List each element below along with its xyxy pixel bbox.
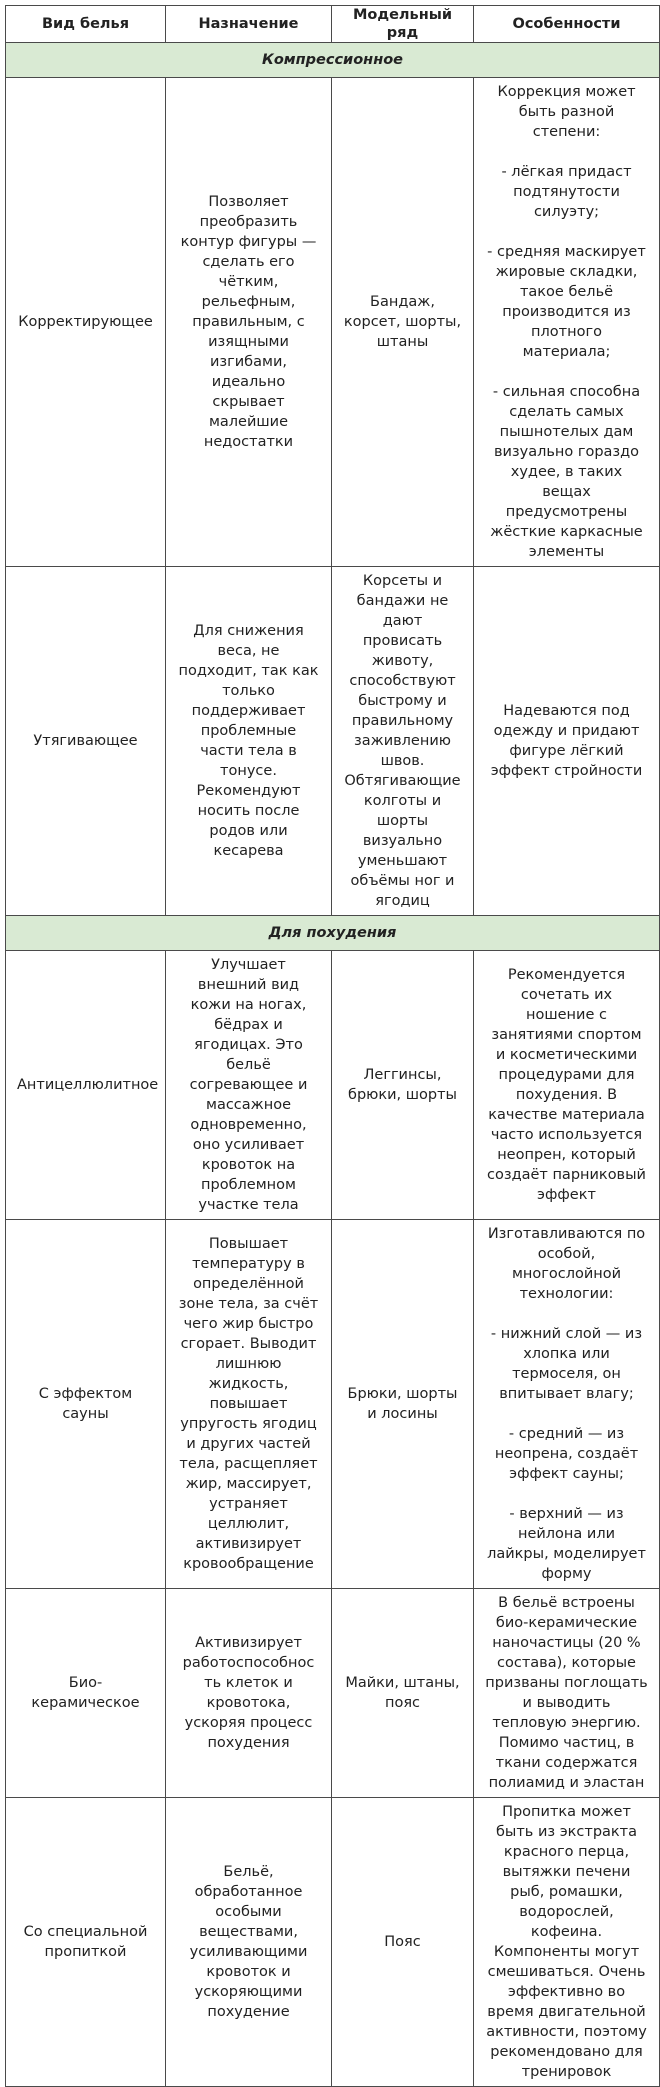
table-row <box>6 1589 660 1798</box>
cell-type: С эффектом сауны <box>6 1220 166 1589</box>
underwear-comparison-table <box>5 5 660 2087</box>
section-row-compression <box>6 43 660 78</box>
cell-features: Рекомендуется сочетать их ношение с занятиями спортом и косметическими процедурами для похудения. В качестве материала часто используется неопрен, который создаёт парниковый эффект <box>474 951 660 1220</box>
header-purpose: Назначение <box>166 6 332 43</box>
cell-models: Майки, штаны, пояс <box>332 1589 474 1798</box>
table-row <box>6 951 660 1220</box>
section-title: Компрессионное <box>6 43 660 78</box>
cell-type: Со специальной пропиткой <box>6 1798 166 2087</box>
cell-purpose: Бельё, обработанное особыми веществами, усиливающими кровоток и ускоряющими похудение <box>166 1798 332 2087</box>
table-row <box>6 567 660 916</box>
cell-models: Пояс <box>332 1798 474 2087</box>
section-title: Для похудения <box>6 916 660 951</box>
table-row <box>6 1798 660 2087</box>
cell-models: Брюки, шорты и лосины <box>332 1220 474 1589</box>
cell-purpose: Улучшает внешний вид кожи на ногах, бёдрах и ягодицах. Это бельё согревающее и массажное одновременно, оно усиливает кровоток на проблемном участке тела <box>166 951 332 1220</box>
cell-models: Леггинсы, брюки, шорты <box>332 951 474 1220</box>
section-row-weight-loss <box>6 916 660 951</box>
cell-features: Изготавливаются по особой, многослойной технологии: - нижний слой — из хлопка или термоселя, он впитывает влагу; - средний — из неопрена, создаёт эффект сауны; - верхний — из нейлона или лайкры, моделирует форму <box>474 1220 660 1589</box>
cell-purpose: Позволяет преобразить контур фигуры — сделать его чётким, рельефным, правильным, с изящными изгибами, идеально скрывает малейшие недостатки <box>166 78 332 567</box>
cell-features: В бельё встроены био-керамические наночастицы (20 % состава), которые призваны поглощать и выводить тепловую энергию. Помимо частиц, в ткани содержатся полиамид и эластан <box>474 1589 660 1798</box>
header-models: Модельный ряд <box>332 6 474 43</box>
cell-type: Антицеллюлитное <box>6 951 166 1220</box>
cell-type: Био- керамическое <box>6 1589 166 1798</box>
cell-features: Коррекция может быть разной степени: - лёгкая придаст подтянутости силуэту; - средняя маскирует жировые складки, такое бельё производится из плотного материала; - сильная способна сделать самых пышнотелых дам визуально гораздо худее, в таких вещах предусмотрены жёсткие каркасные элементы <box>474 78 660 567</box>
cell-purpose: Повышает температуру в определённой зоне тела, за счёт чего жир быстро сгорает. Выводит лишнюю жидкость, повышает упругость ягодиц и других частей тела, расщепляет жир, массирует, устраняет целлюлит, активизирует кровообращение <box>166 1220 332 1589</box>
cell-purpose: Активизирует работоспособнос ть клеток и кровотока, ускоряя процесс похудения <box>166 1589 332 1798</box>
table-row <box>6 1220 660 1589</box>
header-row <box>6 6 660 43</box>
cell-purpose: Для снижения веса, не подходит, так как только поддерживает проблемные части тела в тонусе. Рекомендуют носить после родов или кесарева <box>166 567 332 916</box>
table-row <box>6 78 660 567</box>
header-type: Вид белья <box>6 6 166 43</box>
header-features: Особенности <box>474 6 660 43</box>
cell-type: Утягивающее <box>6 567 166 916</box>
cell-features: Надеваются под одежду и придают фигуре лёгкий эффект стройности <box>474 567 660 916</box>
cell-type: Корректирующее <box>6 78 166 567</box>
cell-features: Пропитка может быть из экстракта красного перца, вытяжки печени рыб, ромашки, водорослей, кофеина. Компоненты могут смешиваться. Очень эффективно во время двигательной активности, поэтому рекомендовано для тренировок <box>474 1798 660 2087</box>
cell-models: Бандаж, корсет, шорты, штаны <box>332 78 474 567</box>
cell-models: Корсеты и бандажи не дают провисать животу, способствуют быстрому и правильному заживлению швов. Обтягивающие колготы и шорты визуально уменьшают объёмы ног и ягодиц <box>332 567 474 916</box>
